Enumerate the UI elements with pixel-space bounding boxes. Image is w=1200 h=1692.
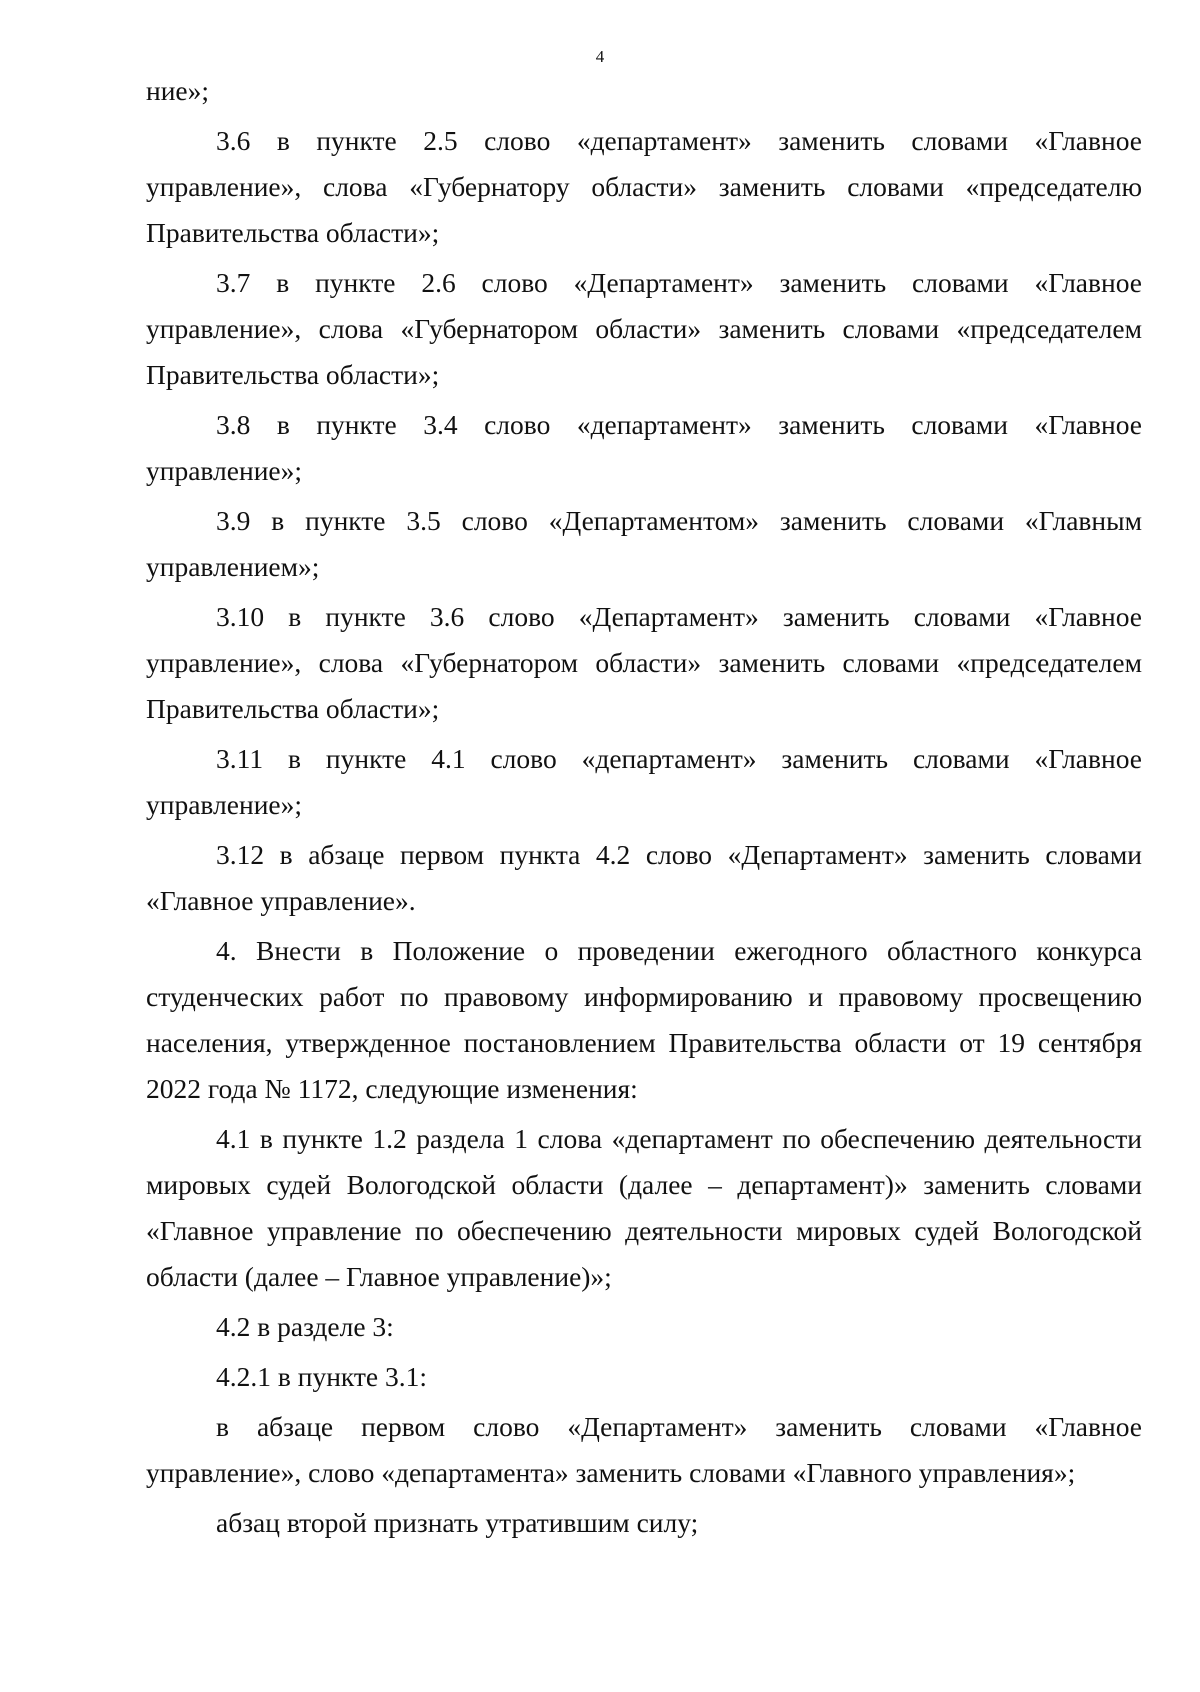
- paragraph-4-2: 4.2 в разделе 3:: [216, 1311, 394, 1342]
- page-number: 4: [595, 47, 605, 66]
- paragraph-3-10: 3.10 в пункте 3.6 слово «Департамент» заменить словами «Главное управление», слова «Губернатором области» заменить словами «председателем Правительства области»;: [146, 601, 1142, 724]
- paragraph-4: 4. Внести в Положение о проведении ежегодного областного конкурса студенческих работ по правовому информированию и правовому просвещению населения, утвержденное постановлением Правительства области от 19 сентября 2022 года № 1172, следующие изменения:: [146, 935, 1142, 1104]
- paragraph-continuation: ние»;: [146, 75, 210, 106]
- paragraph-3-7: 3.7 в пункте 2.6 слово «Департамент» заменить словами «Главное управление», слова «Губернатором области» заменить словами «председателем Правительства области»;: [146, 267, 1142, 390]
- paragraph-4-1: 4.1 в пункте 1.2 раздела 1 слова «департамент по обеспечению деятельности мировых судей Вологодской области (далее – департамент)» заменить словами «Главное управление по обеспечению деятельности мировых судей Вологодской области (далее – Главное управление)»;: [146, 1123, 1142, 1292]
- paragraph-3-12: 3.12 в абзаце первом пункта 4.2 слово «Департамент» заменить словами «Главное управление».: [146, 839, 1142, 916]
- paragraph-second-abzac: абзац второй признать утратившим силу;: [216, 1507, 699, 1538]
- paragraph-first-abzac: в абзаце первом слово «Департамент» заменить словами «Главное управление», слово «департамента» заменить словами «Главного управления»;: [146, 1411, 1142, 1488]
- paragraph-3-8: 3.8 в пункте 3.4 слово «департамент» заменить словами «Главное управление»;: [146, 409, 1142, 486]
- document-body: [146, 68, 1142, 1550]
- paragraph-3-11: 3.11 в пункте 4.1 слово «департамент» заменить словами «Главное управление»;: [146, 743, 1142, 820]
- paragraph-3-6: 3.6 в пункте 2.5 слово «департамент» заменить словами «Главное управление», слова «Губернатору области» заменить словами «председателю Правительства области»;: [146, 125, 1142, 248]
- paragraph-4-2-1: 4.2.1 в пункте 3.1:: [216, 1361, 428, 1392]
- paragraph-3-9: 3.9 в пункте 3.5 слово «Департаментом» заменить словами «Главным управлением»;: [146, 505, 1142, 582]
